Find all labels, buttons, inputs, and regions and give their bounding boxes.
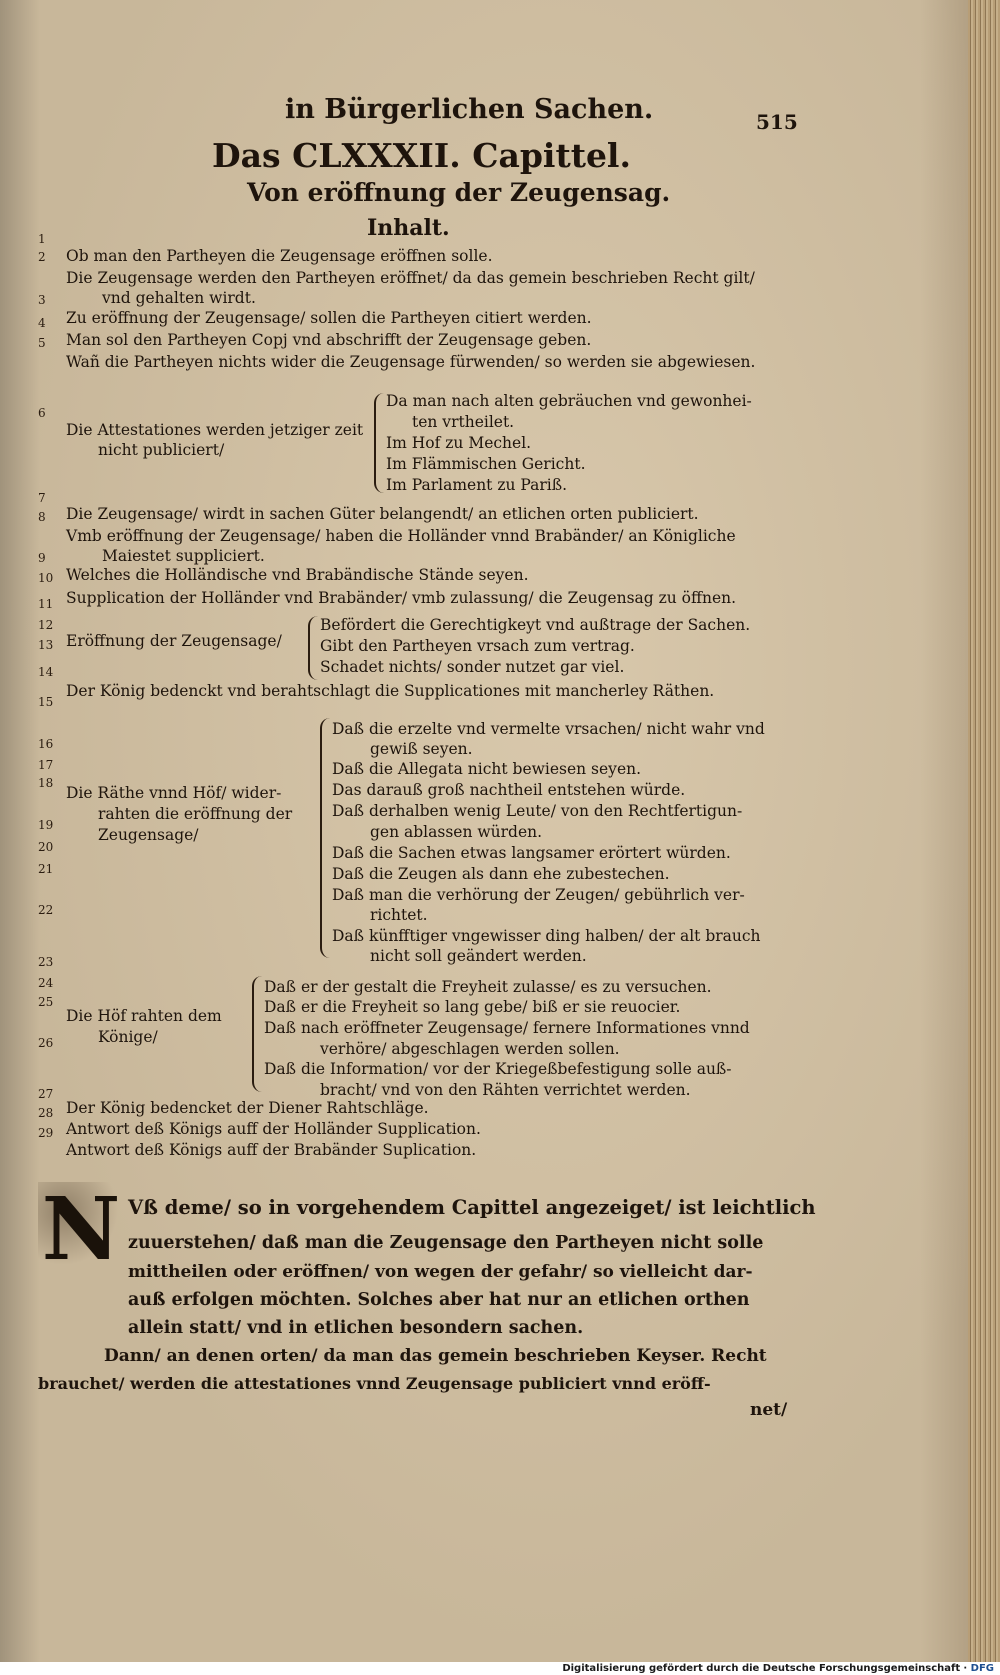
group-item: Daß die Information/ vor der Kriegeßbefestigung solle auß-	[264, 1060, 732, 1078]
group-item: Daß die Zeugen als dann ehe zubestechen.	[332, 865, 670, 883]
body-line: brauchet/ werden die attestationes vnnd Zeugensage publiciert vnnd eröff-	[38, 1374, 711, 1393]
margin-number: 21	[38, 862, 54, 876]
margin-number: 10	[38, 571, 54, 585]
contents-line: Wañ die Partheyen nichts wider die Zeugensage fürwenden/ so werden sie abgewiesen.	[66, 353, 756, 371]
group-item: gen ablassen würden.	[370, 823, 543, 841]
group-left: Die Räthe vnnd Höf/ wider-	[66, 784, 282, 802]
margin-number: 11	[38, 597, 54, 611]
group-item: Da man nach alten gebräuchen vnd gewonhei-	[386, 392, 752, 410]
group-item: Daß er die Freyheit so lang gebe/ biß er sie reuocier.	[264, 998, 681, 1016]
margin-number: 26	[38, 1036, 54, 1050]
body-line: allein statt/ vnd in etlichen besondern sachen.	[128, 1318, 584, 1338]
group-item: Befördert die Gerechtigkeyt vnd außtrage der Sachen.	[320, 616, 751, 634]
group-item: Im Hof zu Mechel.	[386, 434, 532, 452]
margin-number: 7	[38, 491, 46, 505]
body-line: mittheilen oder eröffnen/ von wegen der gefahr/ so vielleicht dar-	[128, 1262, 753, 1282]
group-item: Daß die Allegata nicht bewiesen seyen.	[332, 760, 642, 778]
chapter-subtitle: Von eröffnung der Zeugensag.	[247, 178, 671, 207]
contents-line: Zu eröffnung der Zeugensage/ sollen die Partheyen citiert werden.	[66, 309, 592, 327]
margin-number: 4	[38, 316, 46, 330]
dfg-logo: DFG	[970, 1663, 994, 1674]
group-left: nicht publiciert/	[98, 441, 225, 459]
contents-line: Vmb eröffnung der Zeugensage/ haben die Holländer vnnd Brabänder/ an Königliche	[66, 527, 736, 545]
margin-number: 18	[38, 776, 54, 790]
page-number: 515	[756, 110, 798, 134]
group-left: rahten die eröffnung der	[98, 805, 293, 823]
group-item: Das darauß groß nachtheil entstehen würde.	[332, 781, 686, 799]
group-left: Die Attestationes werden jetziger zeit	[66, 421, 364, 439]
contents-line: Man sol den Partheyen Copj vnd abschrifft der Zeugensage geben.	[66, 331, 592, 349]
group-item: Daß nach eröffneter Zeugensage/ fernere Informationes vnnd	[264, 1019, 750, 1037]
contents-line: Supplication der Holländer vnd Brabänder/ vmb zulassung/ die Zeugensag zu öffnen.	[66, 589, 737, 607]
group-item: bracht/ vnd von den Rähten verrichtet werden.	[320, 1081, 691, 1099]
brace	[320, 718, 332, 958]
group-left: Zeugensage/	[98, 826, 199, 844]
contents-line: Welches die Holländische vnd Brabändische Stände seyen.	[66, 566, 529, 584]
group-item: richtet.	[370, 906, 428, 924]
body-line: Dann/ an denen orten/ da man das gemein beschrieben Keyser. Recht	[104, 1346, 767, 1366]
contents-line: Der König bedencket der Diener Rahtschläge.	[66, 1099, 429, 1117]
margin-number: 12	[38, 618, 54, 632]
group-item: Daß künfftiger vngewisser ding halben/ der alt brauch	[332, 927, 761, 945]
contents-line: vnd gehalten wirdt.	[102, 289, 256, 307]
margin-number: 25	[38, 995, 54, 1009]
chapter-title: Das CLXXXII. Capittel.	[212, 136, 631, 175]
margin-number: 6	[38, 406, 46, 420]
group-item: Gibt den Partheyen vrsach zum vertrag.	[320, 637, 635, 655]
margin-number: 3	[38, 293, 46, 307]
group-item: Im Parlament zu Pariß.	[386, 476, 568, 494]
group-item: Daß derhalben wenig Leute/ von den Rechtfertigun-	[332, 802, 743, 820]
contents-line: Die Zeugensage/ wirdt in sachen Güter belangendt/ an etlichen orten publiciert.	[66, 505, 699, 523]
group-item: gewiß seyen.	[370, 740, 473, 758]
contents-line: Der König bedenckt vnd berahtschlagt die Supplicationes mit mancherley Räthen.	[66, 682, 715, 700]
group-item: Daß man die verhörung der Zeugen/ gebührlich ver-	[332, 886, 745, 904]
group-left: Die Höf rahten dem	[66, 1007, 222, 1025]
brace	[252, 976, 264, 1092]
margin-number: 15	[38, 695, 54, 709]
brace	[374, 393, 386, 493]
body-line: Vß deme/ so in vorgehendem Capittel angezeiget/ ist leichtlich	[128, 1196, 816, 1219]
contents-line: Ob man den Partheyen die Zeugensage eröffnen solle.	[66, 247, 493, 265]
margin-number: 28	[38, 1106, 54, 1120]
group-item: Schadet nichts/ sonder nutzet gar viel.	[320, 658, 625, 676]
margin-number: 1	[38, 232, 46, 246]
margin-number: 13	[38, 638, 54, 652]
contents-line: Antwort deß Königs auff der Brabänder Suplication.	[66, 1141, 477, 1159]
margin-number: 14	[38, 665, 54, 679]
brace	[308, 616, 320, 680]
group-item: Daß er der gestalt die Freyheit zulasse/ es zu versuchen.	[264, 978, 712, 996]
body-line: auß erfolgen möchten. Solches aber hat nur an etlichen orthen	[128, 1290, 750, 1310]
body-line: net/	[750, 1400, 788, 1420]
margin-number: 22	[38, 903, 54, 917]
group-left: Könige/	[98, 1028, 158, 1046]
margin-number: 29	[38, 1126, 54, 1140]
margin-number: 2	[38, 250, 46, 264]
contents-heading: Inhalt.	[367, 215, 450, 241]
group-item: nicht soll geändert werden.	[370, 947, 587, 965]
group-item: Daß die Sachen etwas langsamer erörtert würden.	[332, 844, 731, 862]
margin-number: 20	[38, 840, 54, 854]
contents-line: Die Zeugensage werden den Partheyen eröffnet/ da das gemein beschrieben Recht gilt/	[66, 269, 755, 287]
digitization-footer: Digitalisierung gefördert durch die Deutsche Forschungsgemeinschaft · DFG	[0, 1662, 1000, 1675]
contents-line: Maiestet suppliciert.	[102, 547, 265, 565]
running-title: in Bürgerlichen Sachen.	[285, 94, 654, 125]
decorated-initial: N	[38, 1182, 124, 1278]
group-item: verhöre/ abgeschlagen werden sollen.	[320, 1040, 620, 1058]
group-item: ten vrtheilet.	[412, 413, 515, 431]
margin-number: 24	[38, 976, 54, 990]
margin-number: 16	[38, 737, 54, 751]
group-left: Eröffnung der Zeugensage/	[66, 632, 282, 650]
footer-text: Digitalisierung gefördert durch die Deutsche Forschungsgemeinschaft	[562, 1663, 961, 1674]
margin-number: 9	[38, 551, 46, 565]
margin-number: 8	[38, 510, 46, 524]
body-line: zuuerstehen/ daß man die Zeugensage den Partheyen nicht solle	[128, 1233, 764, 1253]
margin-number: 5	[38, 336, 46, 350]
margin-number: 27	[38, 1087, 54, 1101]
margin-number: 19	[38, 818, 54, 832]
group-item: Daß die erzelte vnd vermelte vrsachen/ nicht wahr vnd	[332, 720, 765, 738]
margin-number: 17	[38, 758, 54, 772]
page-edge	[968, 0, 1000, 1662]
margin-number: 23	[38, 955, 54, 969]
contents-line: Antwort deß Königs auff der Holländer Supplication.	[66, 1120, 481, 1138]
group-item: Im Flämmischen Gericht.	[386, 455, 586, 473]
